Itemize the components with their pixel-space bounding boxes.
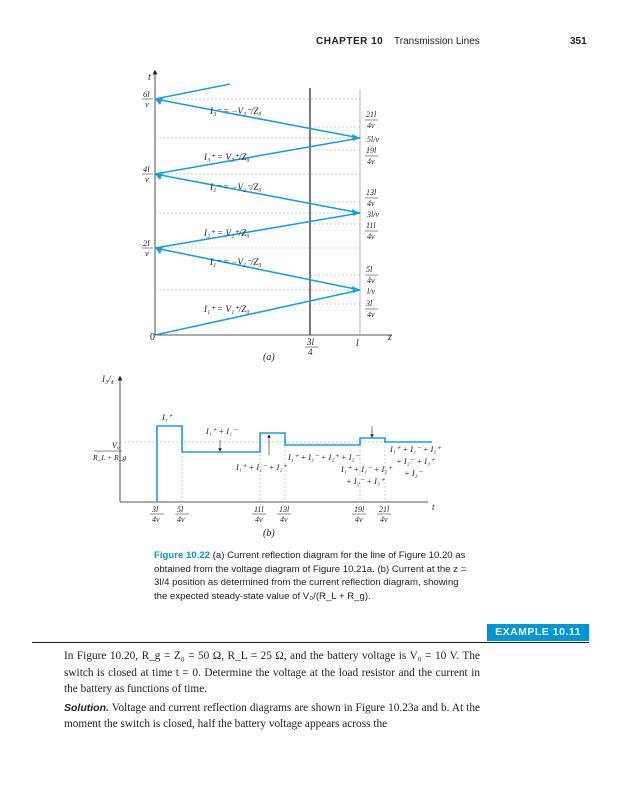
example-rule xyxy=(32,642,589,643)
level-num: V₀ xyxy=(112,441,120,450)
step-label-8: + I₂⁻ + I₃⁺ xyxy=(396,456,435,466)
wave-label-i2-plus: I₂⁺ = V₂⁺/Z₀ xyxy=(204,228,250,238)
svg-text:21l: 21l xyxy=(379,505,390,514)
svg-text:3l: 3l xyxy=(152,505,159,514)
time-tick-labels xyxy=(150,505,391,524)
current-wave-path xyxy=(155,84,360,335)
solution-label: Solution. xyxy=(64,701,109,714)
svg-text:19l: 19l xyxy=(366,146,377,155)
svg-text:3l: 3l xyxy=(366,299,373,308)
svg-text:5l/v: 5l/v xyxy=(367,135,379,144)
wave-label-i2-minus: I₂⁻ = −V₂⁻/Z₀ xyxy=(210,182,262,192)
svg-text:21l: 21l xyxy=(366,110,377,119)
svg-text:4v: 4v xyxy=(380,515,388,524)
z-mid-num: 3l xyxy=(307,337,315,347)
step-label-1: I₁⁺ xyxy=(162,412,173,422)
step-label-2: I₁⁺ + I₁⁻ xyxy=(206,426,237,436)
figure-caption xyxy=(154,549,474,603)
svg-text:4v: 4v xyxy=(367,310,375,319)
svg-text:11l: 11l xyxy=(254,505,264,514)
step-pointers xyxy=(220,426,372,455)
left-label-6l-num: 6l xyxy=(143,89,150,99)
svg-text:4v: 4v xyxy=(355,515,363,524)
wave-label-i3-plus: I₃⁺ = V₃⁺/Z₀ xyxy=(204,152,250,162)
right-time-labels xyxy=(365,110,379,319)
step-label-4: I₁⁺ + I₁⁻ + I₂⁺ + I₂⁻ xyxy=(288,452,360,462)
time-axis-label: t xyxy=(432,502,435,512)
left-label-6l-den: v xyxy=(145,99,149,109)
chapter-label: CHAPTER 10 xyxy=(316,36,384,47)
svg-text:l/v: l/v xyxy=(367,287,375,296)
chapter-title: Transmission Lines xyxy=(394,36,480,47)
wave-label-i1-minus: I₁⁻ = −V₁⁻/Z₀ xyxy=(210,257,262,267)
level-den: R_L + R_g xyxy=(93,453,127,462)
problem-text: In Figure 10.20, R_g = Z₀ = 50 Ω, R_L = 25 Ω, and the battery voltage is V₀ = 10 V. The switch is closed at time t = 0. Determine the voltage at the load resistor and the current in the battery as functions of time. xyxy=(64,650,480,696)
figure-a xyxy=(142,72,392,363)
solution-paragraph xyxy=(64,700,480,733)
svg-text:19l: 19l xyxy=(354,505,365,514)
current-axis-label: I₃/₄ xyxy=(102,374,114,384)
step-label-7: I₁⁺ + I₁⁻ + I₂⁺ xyxy=(390,444,441,454)
figure-b xyxy=(92,374,442,539)
time-gridlines xyxy=(155,99,362,304)
svg-text:4v: 4v xyxy=(367,199,375,208)
step-label-3: I₁⁺ + I₁⁻ + I₂⁺ xyxy=(236,462,287,472)
svg-text:4v: 4v xyxy=(367,121,375,130)
step-labels xyxy=(161,412,442,486)
z-end-label: l xyxy=(356,338,359,349)
page-number: 351 xyxy=(570,36,587,47)
svg-text:5l: 5l xyxy=(366,265,373,274)
caption-label: Figure 10.22 xyxy=(154,550,210,561)
example-body xyxy=(64,648,480,735)
caption-text: (a) Current reflection diagram for the line of Figure 10.20 as obtained from the voltage diagram of Figure 10.21a. (b) Current at the z = 3l/4 position as determined from the current reflection diagram, showing the expected steady-state value of V₀/(R_L + R_g). xyxy=(154,550,467,602)
svg-text:4v: 4v xyxy=(177,515,185,524)
panel-b-label: (b) xyxy=(263,528,275,539)
wave-label-i3-minus: I₃⁻ = −V₃⁻/Z₀ xyxy=(210,106,262,116)
left-label-4l-den: v xyxy=(145,174,149,184)
left-label-2l-den: v xyxy=(145,248,149,258)
panel-a-label: (a) xyxy=(263,352,275,363)
svg-text:11l: 11l xyxy=(366,221,376,230)
step-label-9: + I₃⁻ xyxy=(404,468,423,478)
svg-text:3l/v: 3l/v xyxy=(367,210,379,219)
left-time-labels xyxy=(142,89,153,258)
svg-text:4v: 4v xyxy=(152,515,160,524)
svg-text:4v: 4v xyxy=(255,515,263,524)
svg-text:4v: 4v xyxy=(367,157,375,166)
svg-text:4v: 4v xyxy=(280,515,288,524)
solution-text: Voltage and current reflection diagrams are shown in Figure 10.23a and b. At the moment the switch is closed, half the battery voltage appears across the xyxy=(64,701,480,731)
left-label-4l-num: 4l xyxy=(143,164,150,174)
z-axis-label: z xyxy=(388,332,392,343)
step-label-6: + I₂⁻ + I₃⁺ xyxy=(346,476,385,486)
example-label: EXAMPLE 10.11 xyxy=(487,624,589,641)
wave-labels xyxy=(203,106,262,314)
svg-text:13l: 13l xyxy=(366,188,377,197)
t-axis-label: t xyxy=(148,72,151,83)
step-label-5: I₁⁺ + I₁⁻ + I₂⁺ xyxy=(341,464,392,474)
wave-label-i1-plus: I₁⁺ = V₁⁺/Z₀ xyxy=(204,304,250,314)
z-mid-den: 4 xyxy=(308,347,313,357)
origin-label: 0 xyxy=(150,332,155,343)
left-label-2l-num: 2l xyxy=(143,238,150,248)
svg-text:4v: 4v xyxy=(367,232,375,241)
svg-text:4v: 4v xyxy=(367,276,375,285)
svg-text:13l: 13l xyxy=(279,505,290,514)
svg-text:5l: 5l xyxy=(177,505,184,514)
